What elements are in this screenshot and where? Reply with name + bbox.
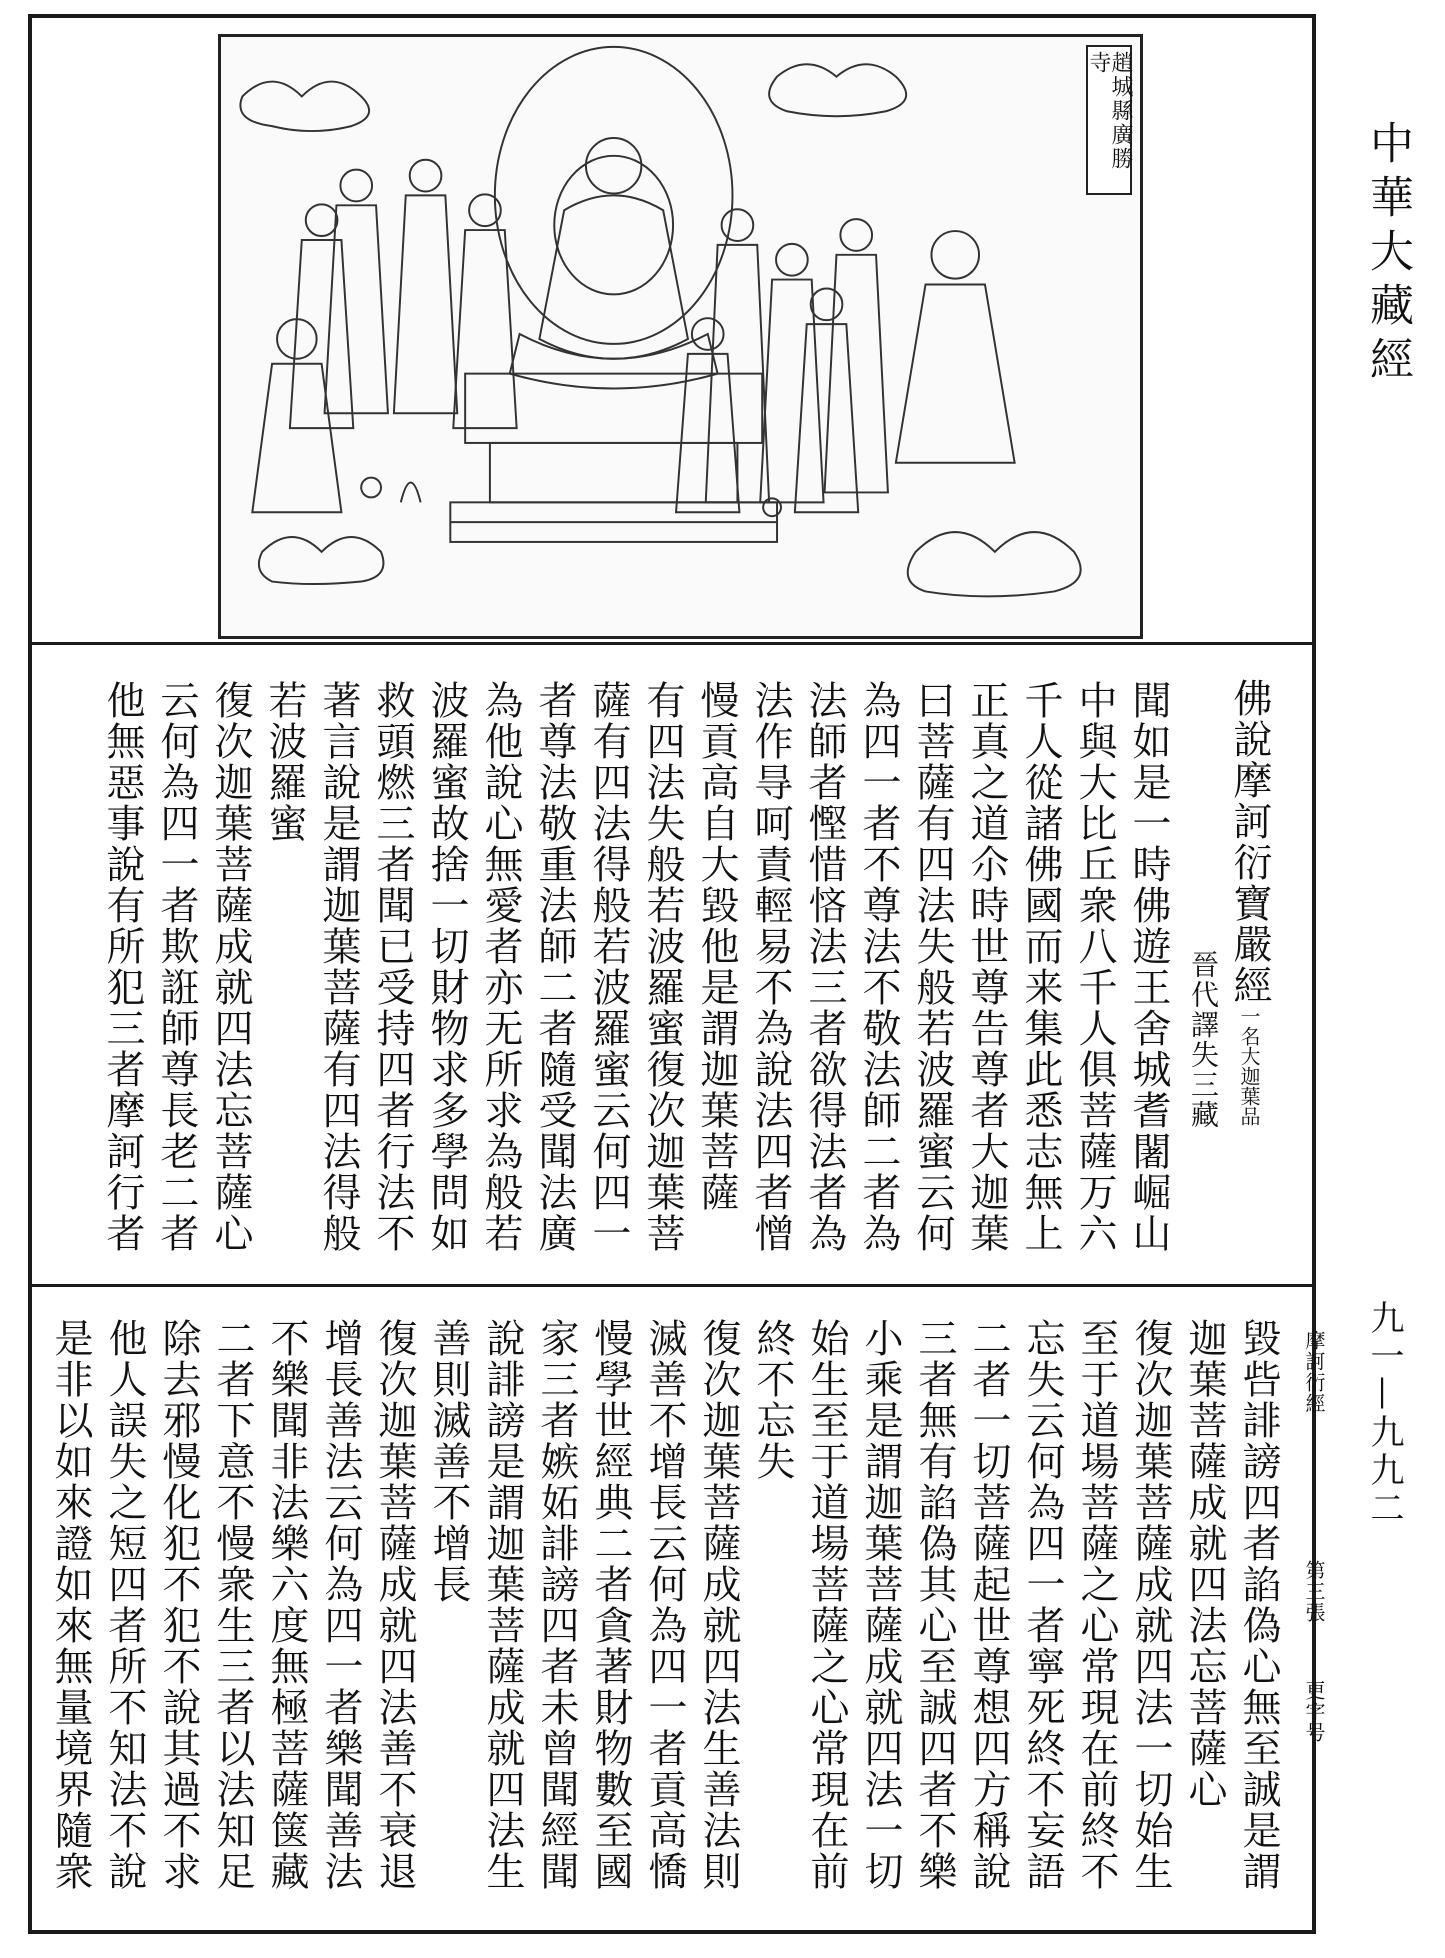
text-column: 曰菩薩有四法失般若波羅蜜云何 (910, 680, 955, 1254)
text-column: 他無惡事說有所犯三者摩訶行者 (100, 680, 145, 1254)
text-column: 若波羅蜜 (262, 680, 307, 844)
text-column: 者尊法敬重法師二者隨受聞法廣 (532, 680, 577, 1254)
text-column: 復次迦葉菩薩成就四法忘菩薩心 (208, 680, 253, 1254)
sutra-title-block (1222, 678, 1276, 1126)
text-column: 中與大比丘衆八千人俱菩薩万六 (1072, 680, 1117, 1254)
illustration-caption: 趙城縣廣勝寺 (1086, 51, 1133, 171)
text-column: 始生至于道場菩薩之心常現在前 (804, 1318, 849, 1892)
text-column: 救頭燃三者聞已受持四者行法不 (370, 680, 415, 1254)
translator-block (1176, 950, 1230, 1130)
text-column: 善則滅善不增長 (426, 1318, 471, 1605)
text-column: 慢貢高自大毀他是謂迦葉菩薩 (694, 680, 739, 1213)
text-column: 著言說是謂迦葉菩薩有四法得般 (316, 680, 361, 1254)
text-column: 正真之道尒時世尊告尊者大迦葉 (964, 680, 1009, 1254)
text-column: 滅善不增長云何為四一者貢高憍 (642, 1318, 687, 1892)
text-column: 至于道場菩薩之心常現在前終不 (1074, 1318, 1119, 1892)
text-column: 千人從諸佛國而来集此悉志無上 (1018, 680, 1063, 1254)
page-number: 九一—九九二 (1364, 1300, 1404, 1528)
text-column: 二者下意不慢衆生三者以法知足 (210, 1318, 255, 1892)
collection-title: 中華大藏經 (1362, 120, 1413, 390)
text-column: 除去邪慢化犯不犯不說其過不求 (156, 1318, 201, 1892)
text-column: 增長善法云何為四一者樂聞善法 (318, 1318, 363, 1892)
text-column: 波羅蜜故捨一切財物求多學問如 (424, 680, 469, 1254)
section2-text (45, 1318, 1285, 1908)
text-column: 為四一者不尊法不敬法師二者為 (856, 680, 901, 1254)
marginal-sutra-name: 摩訶衍經 (1302, 1330, 1326, 1414)
text-column: 二者一切菩薩起世尊想四方稱說 (966, 1318, 1011, 1892)
text-column: 薩有四法得般若波羅蜜云何四一 (586, 680, 631, 1254)
text-column: 聞如是一時佛遊王舍城耆闍崛山 (1126, 680, 1171, 1254)
text-column: 法師者慳惜悋法三者欲得法者為 (802, 680, 847, 1254)
divider-middle (32, 1284, 1312, 1287)
text-column: 復次迦葉菩薩成就四法善不衰退 (372, 1318, 417, 1892)
section1-text (45, 680, 1175, 1254)
marginal-sheet-number: 第三張 (1302, 1560, 1326, 1623)
text-column: 慢學世經典二者貪著財物數至國 (588, 1318, 633, 1892)
text-column: 為他說心無愛者亦无所求為般若 (478, 680, 523, 1254)
text-column: 迦葉菩薩成就四法忘菩薩心 (1182, 1318, 1227, 1810)
text-column: 有四法失般若波羅蜜復次迦葉菩 (640, 680, 685, 1254)
text-column: 說誹謗是謂迦葉菩薩成就四法生 (480, 1318, 525, 1892)
illustration-caption-box (1086, 45, 1132, 195)
text-column: 毀呰誹謗四者諂偽心無至誠是謂 (1236, 1318, 1281, 1892)
sutra-title: 佛說摩訶衍寶嚴經 (1227, 678, 1272, 1006)
divider-top (32, 642, 1312, 645)
sutra-title-note: 一名大迦葉品 (1237, 1006, 1261, 1126)
text-column: 不樂聞非法樂六度無極菩薩箧藏 (264, 1318, 309, 1892)
text-column: 復次迦葉菩薩成就四法一切始生 (1128, 1318, 1173, 1892)
woodblock-illustration (218, 34, 1143, 639)
text-column: 法作㝵呵責輕易不為說法四者憎 (748, 680, 793, 1254)
marginal-character-mark: 更字号 (1302, 1680, 1326, 1743)
text-column: 終不忘失 (750, 1318, 795, 1482)
buddha-assembly-picture (221, 37, 1140, 636)
text-column: 忘失云何為四一者寧死終不妄語 (1020, 1318, 1065, 1892)
text-column: 復次迦葉菩薩成就四法生善法則 (696, 1318, 741, 1892)
translator-line: 晉代譯失三藏 (1187, 950, 1220, 1130)
sutra-title-column (1222, 678, 1276, 1126)
text-column: 三者無有諂偽其心至誠四者不樂 (912, 1318, 957, 1892)
text-column: 他人誤失之短四者所不知法不說 (102, 1318, 147, 1892)
text-column: 小乘是謂迦葉菩薩成就四法一切 (858, 1318, 903, 1892)
text-column: 家三者嫉妬誹謗四者未曾聞經聞 (534, 1318, 579, 1892)
text-column: 云何為四一者欺誑師尊長老二者 (154, 680, 199, 1254)
text-column: 是非以如來證如來無量境界隨衆 (48, 1318, 93, 1892)
